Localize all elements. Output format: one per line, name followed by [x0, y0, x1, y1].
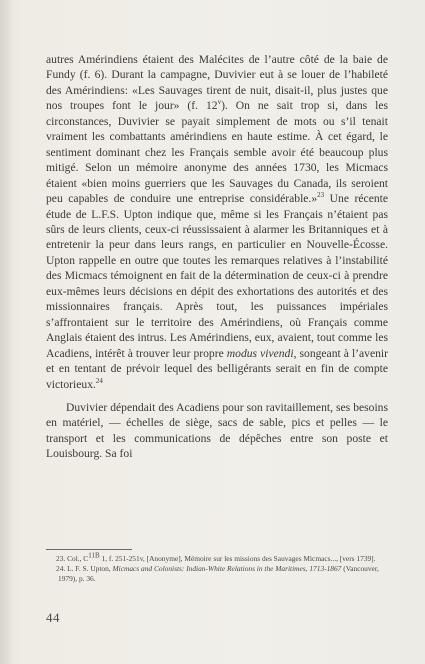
- page-number: 44: [46, 610, 60, 625]
- superscript-verso: v: [217, 98, 222, 107]
- paragraph-1: autres Amérindiens étaient des Malécites de l’autre côté de la baie de Fundy (f. 6). Durant la campagne, Duvivier eut à se louer de l’habileté des Amérindiens: «Les Sauvages tirent de nuit, disait-il, plus justes que nos troupes font le jour» (f. 12$^v$). On ne sait trop si, dans les circonstances, Duvivier se payait simplement de mots ou s’il tenait vraiment les combattants amérindiens en haute estime. À cet égard, le sentiment dominant chez les Français semble avoir été beaucoup plus mitigé. Selon un mémoire anonyme des années 1730, les Micmacs étaient «bien moins guerriers que les Sauvages du Canada, ils seroient peu capables de conduire une entreprise considérable.»$^{23}$ Une récente étude de L.F.S. Upton indique que, même si les Français n’étaient pas sûrs de leurs clients, ceux-ci réussissaient à alarmer les Britanniques et à entretenir la peur dans leurs rangs, en particulier en Nouvelle-Écosse. Upton rappelle en outre que toutes les remarques relatives à l’instabilité des Micmacs témoignent en fait de la détermination de ceux-ci à prendre eux-mêmes leurs décisions en dépit des exhortations des autorités et des missionnaires français. Après tout, les puissances impériales s’affrontaient sur le territoire des Amérindiens, où Français comme Anglais étaient des intrus. Les Amérindiens, eux, avaient, tout comme les Acadiens, intérêt à trouver leur propre modus vivendi, songeant à l’avenir et en tentant de prévoir lequel des belligérants serait en fin de compte victorieux.$^{24}$: [46, 53, 389, 391]
- footnote-23: 23. Col., $C^{11B}$ 1, f. 251-251v, [Anonyme], Mémoire sur les missions des Sauvages Micmacs..., [vers 1739].: [56, 551, 376, 563]
- footnote-ref-24[interactable]: 24: [95, 376, 103, 385]
- footnote-divider: [46, 549, 132, 550]
- page-gutter-shadow: [0, 0, 14, 664]
- footnote-ref-23[interactable]: 23: [317, 191, 325, 200]
- body-text: [46, 52, 388, 462]
- footnotes: [46, 551, 388, 583]
- paragraph-2: Duvivier dépendait des Acadiens pour son ravitaillement, ses besoins en matériel, — échelles de siège, sacs de sable, pics et pelles — le transport et les communications de dépêches entre son poste et Louisbourg. Sa foi: [46, 400, 388, 461]
- italic-phrase: modus vivendi: [226, 346, 294, 360]
- footnote-24: 24. L. F. S. Upton, Micmacs and Colonists: Indian-White Relations in the Maritimes, 1713-1867 (Vancouver, 1979), p. 36.: [56, 563, 379, 583]
